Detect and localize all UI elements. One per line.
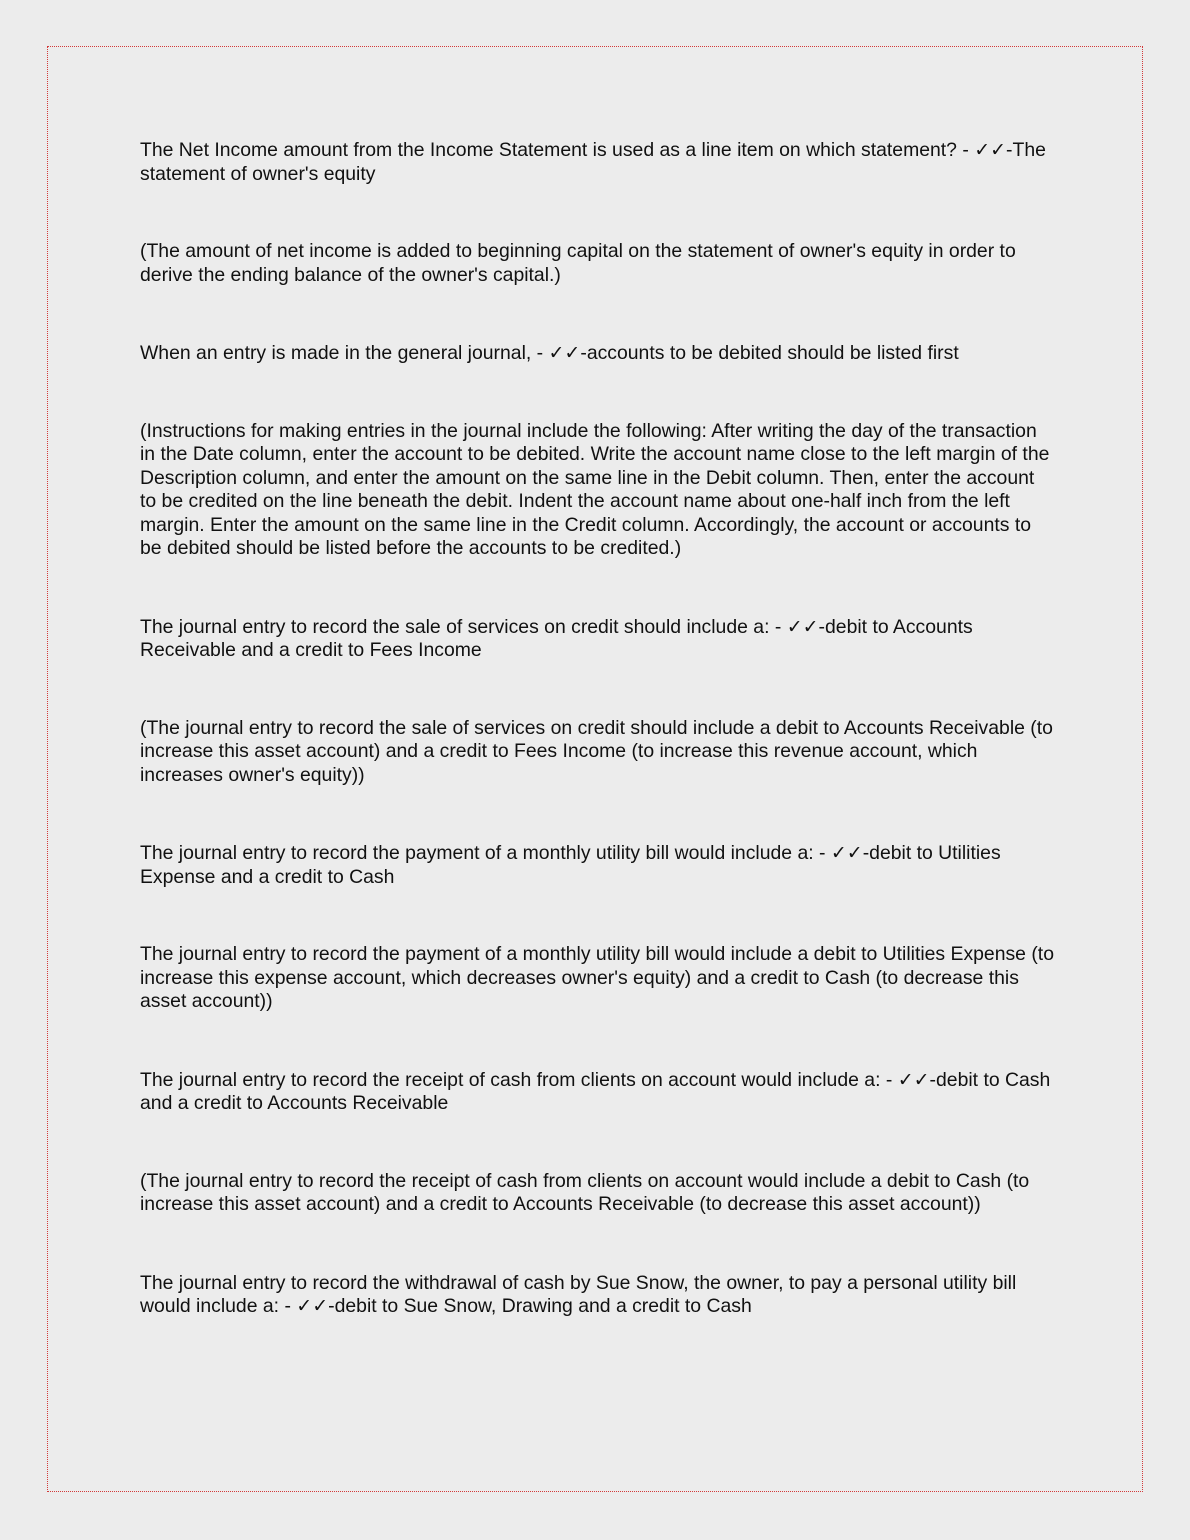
explanation-3: (The journal entry to record the sale of services on credit should include a debit to Accounts Receivable (to increase this asset account) and a credit to Fees Income (to increase this revenue account, which increases owner's equity)) xyxy=(140,716,1053,786)
question-5: The journal entry to record the receipt of cash from clients on account would include a: - ✓✓-debit to Cash and a credit to Accounts Receivable xyxy=(140,1068,1051,1114)
double-check-icon: ✓✓ xyxy=(548,342,581,364)
explanation-5: (The journal entry to record the receipt of cash from clients on account would include a debit to Cash (to increase this asset account) and a credit to Accounts Receivable (to decrease this asset account)) xyxy=(140,1169,1030,1215)
question-6: The journal entry to record the withdrawal of cash by Sue Snow, the owner, to pay a personal utility bill would include a: - ✓✓-debit to Sue Snow, Drawing and a credit to Cash xyxy=(140,1271,1017,1317)
double-check-icon: ✓✓ xyxy=(974,139,1007,161)
double-check-icon: ✓✓ xyxy=(897,1068,930,1091)
question-4: The journal entry to record the payment of a monthly utility bill would include a: - ✓✓-debit to Utilities Expense and a credit to Cash xyxy=(140,842,1001,888)
question-1: The Net Income amount from the Income Statement is used as a line item on which statement? - ✓✓-The statement of owner's equity xyxy=(140,139,1046,185)
document-body xyxy=(140,139,1055,1319)
explanation-1: (The amount of net income is added to beginning capital on the statement of owner's equity in order to derive the ending balance of the owner's capital.) xyxy=(140,240,1016,286)
double-check-icon: ✓✓ xyxy=(786,615,819,638)
question-2: When an entry is made in the general journal, - ✓✓-accounts to be debited should be listed first xyxy=(140,342,959,364)
double-check-icon: ✓✓ xyxy=(296,1295,329,1317)
explanation-4: The journal entry to record the payment of a monthly utility bill would include a debit to Utilities Expense (to increase this expense account, which decreases owner's equity) and a credit to Cash (to decrease this asset account)) xyxy=(140,943,1054,1012)
question-3: The journal entry to record the sale of services on credit should include a: - ✓✓-debit to Accounts Receivable and a credit to Fees Income xyxy=(140,615,973,661)
explanation-2: (Instructions for making entries in the journal include the following: After writing the day of the transaction in the Date column, enter the account to be debited. Write the account name close to the left margin of the Description column, and enter the amount on the same line in the Debit column. Then, enter the account to be credited on the line beneath the debit. Indent the account name about one-half inch from the left margin. Enter the amount on the same line in the Credit column. Accordingly, the account or accounts to be debited should be listed before the accounts to be credited.) xyxy=(140,419,1050,559)
double-check-icon: ✓✓ xyxy=(830,842,863,864)
